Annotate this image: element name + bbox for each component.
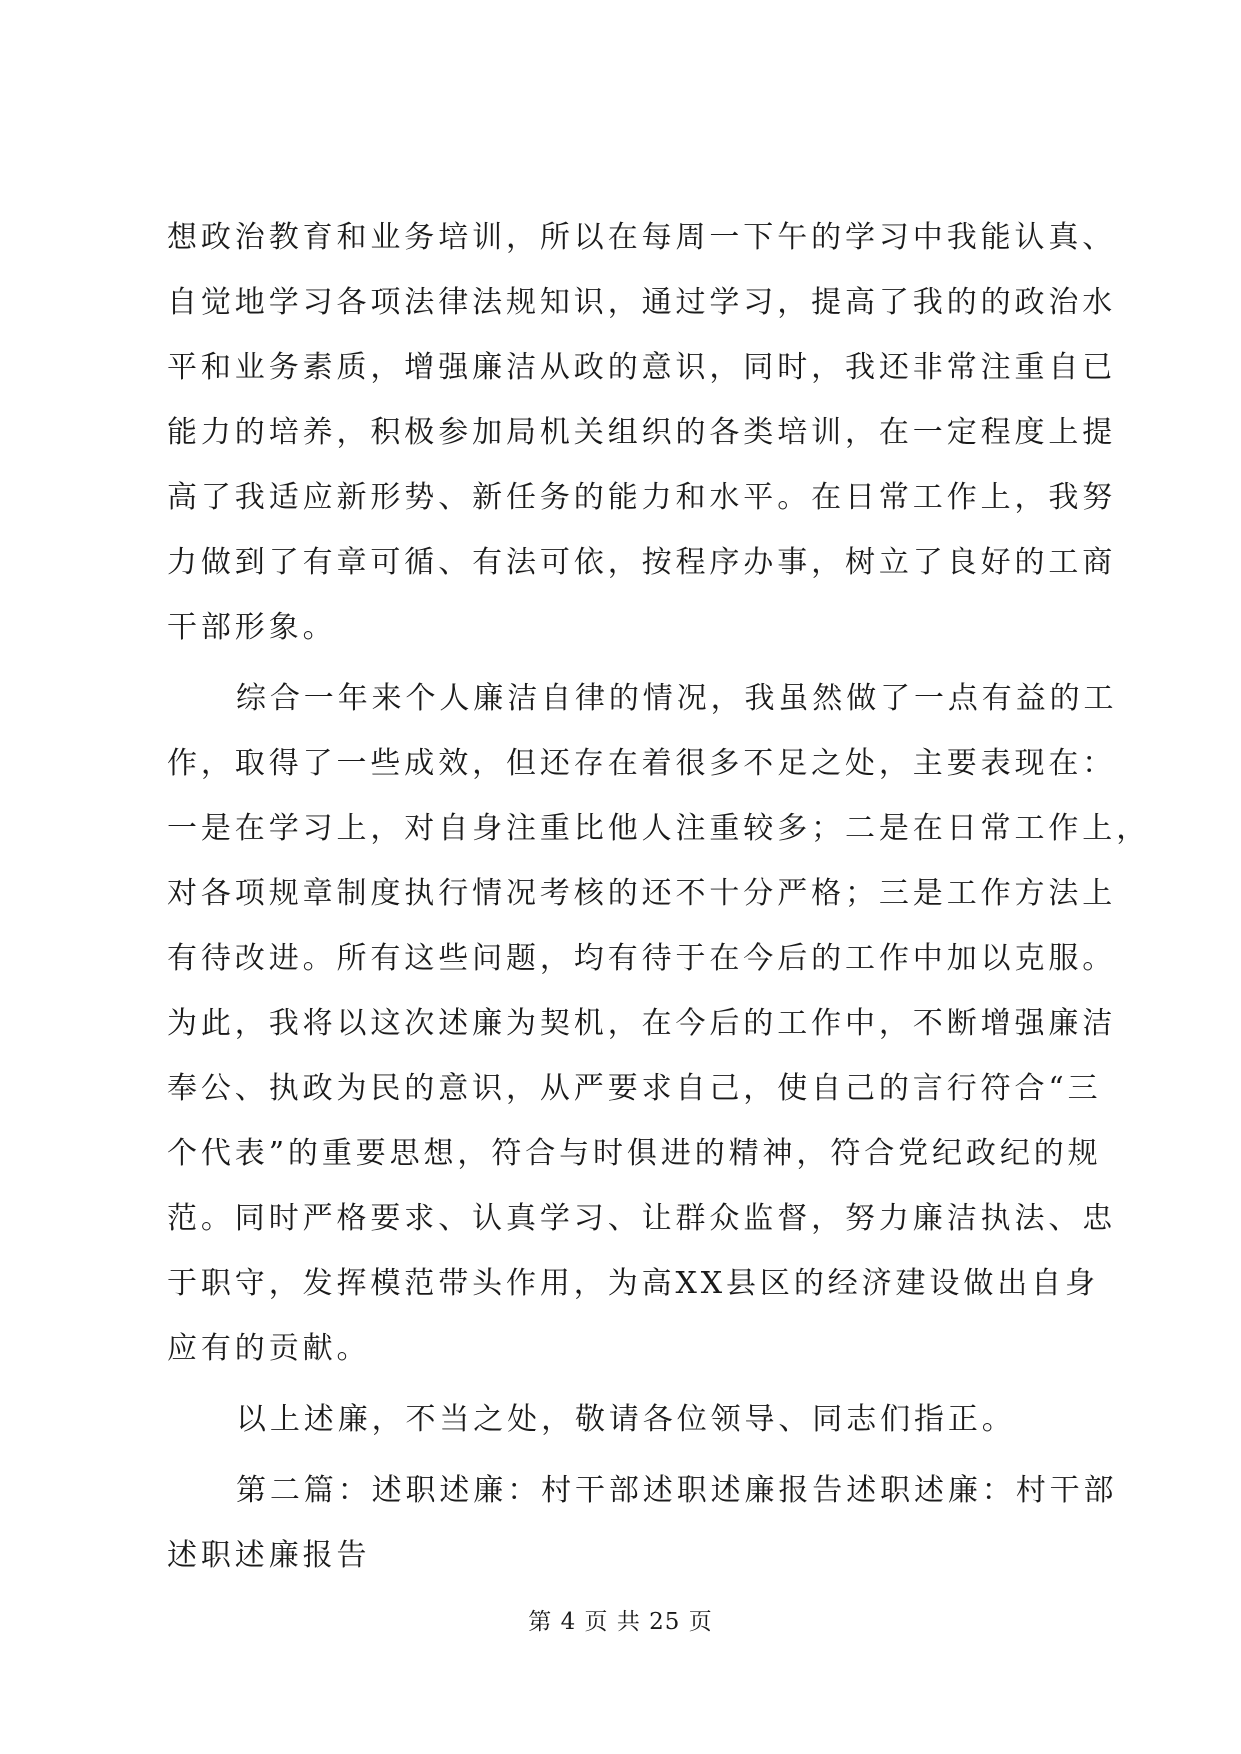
text-line: 平和业务素质，增强廉洁从政的意识，同时，我还非常注重自已 bbox=[167, 350, 1117, 385]
text-line: 一是在学习上，对自身注重比他人注重较多；二是在日常工作上， bbox=[167, 811, 1151, 846]
text-line: 干部形象。 bbox=[167, 610, 337, 645]
text-line: 应有的贡献。 bbox=[167, 1331, 371, 1366]
document-body bbox=[167, 205, 1151, 1588]
text-line: 第二篇：述职述廉：村干部述职述廉报告述职述廉：村干部 bbox=[236, 1473, 1118, 1508]
text-line: 范。同时严格要求、认真学习、让群众监督，努力廉洁执法、忠 bbox=[167, 1201, 1117, 1236]
paragraph-1 bbox=[167, 205, 1117, 660]
text-line: 对各项规章制度执行情况考核的还不十分严格；三是工作方法上 bbox=[167, 876, 1117, 911]
text-line: 个代表”的重要思想，符合与时俱进的精神，符合党纪政纪的规 bbox=[167, 1136, 1102, 1171]
text-line: 综合一年来个人廉洁自律的情况，我虽然做了一点有益的工 bbox=[236, 681, 1118, 716]
paragraph-3 bbox=[167, 1387, 1082, 1452]
text-line: 能力的培养，积极参加局机关组织的各类培训，在一定程度上提 bbox=[167, 415, 1117, 450]
paragraph-2 bbox=[167, 666, 1151, 1381]
page-footer: 第 4 页 共 25 页 bbox=[528, 1609, 713, 1635]
text-line: 奉公、执政为民的意识，从严要求自己，使自己的言行符合“三 bbox=[167, 1071, 1102, 1106]
text-line: 于职守，发挥模范带头作用，为高XX县区的经济建设做出自身 bbox=[167, 1266, 1099, 1301]
text-line: 力做到了有章可循、有法可依，按程序办事，树立了良好的工商 bbox=[167, 545, 1117, 580]
text-line: 作，取得了一些成效，但还存在着很多不足之处，主要表现在： bbox=[167, 746, 1117, 781]
paragraph-4 bbox=[167, 1458, 1118, 1588]
text-line: 自觉地学习各项法律法规知识，通过学习，提高了我的的政治水 bbox=[167, 285, 1117, 320]
text-line: 为此，我将以这次述廉为契机，在今后的工作中，不断增强廉洁 bbox=[167, 1006, 1117, 1041]
text-line: 有待改进。所有这些问题，均有待于在今后的工作中加以克服。 bbox=[167, 941, 1117, 976]
text-line: 以上述廉，不当之处，敬请各位领导、同志们指正。 bbox=[236, 1402, 1016, 1437]
text-line: 述职述廉报告 bbox=[167, 1538, 371, 1573]
text-line: 想政治教育和业务培训，所以在每周一下午的学习中我能认真、 bbox=[167, 220, 1117, 255]
text-line: 高了我适应新形势、新任务的能力和水平。在日常工作上，我努 bbox=[167, 480, 1117, 515]
